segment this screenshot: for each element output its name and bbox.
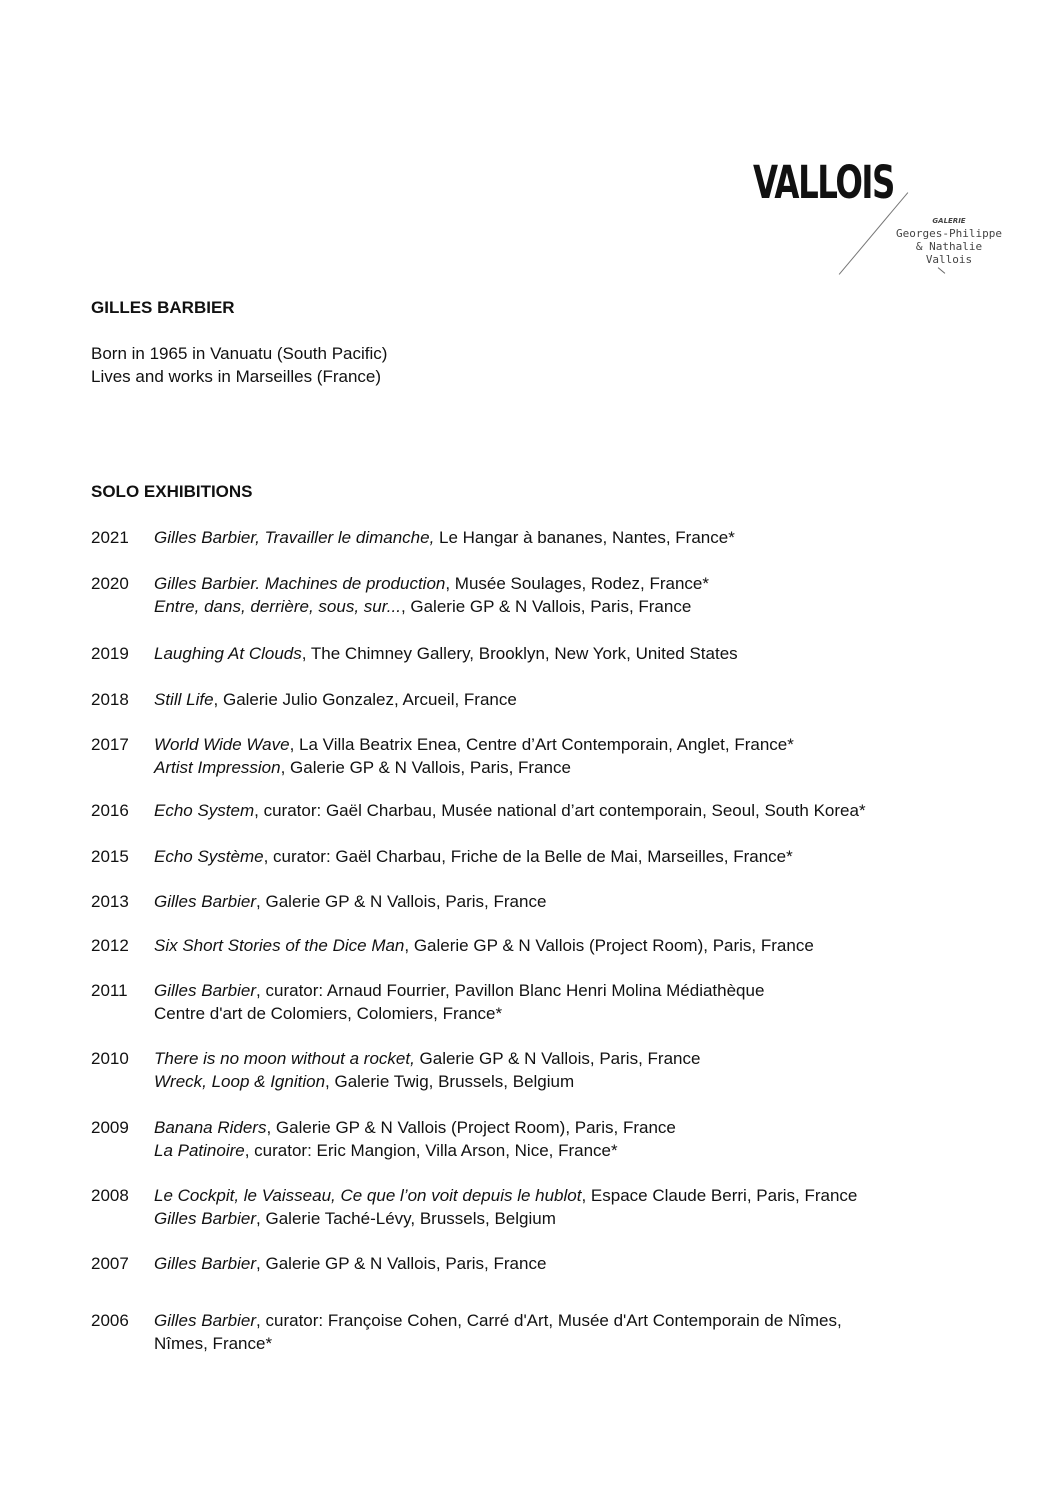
exhibition-year: 2019 (91, 644, 129, 663)
exhibition-title: Gilles Barbier (154, 1311, 257, 1330)
exhibition-entry (91, 979, 764, 1025)
exhibition-line (154, 733, 794, 756)
artist-name: GILLES BARBIER (91, 298, 235, 317)
exhibition-entry (91, 1184, 857, 1230)
exhibition-entry (91, 526, 735, 549)
exhibition-title: Gilles Barbier (154, 1254, 257, 1273)
section-title-solo-exhibitions: SOLO EXHIBITIONS (91, 482, 253, 501)
logo-tick (938, 267, 946, 274)
exhibition-line (154, 1047, 700, 1070)
exhibition-title: Echo System (154, 801, 255, 820)
exhibition-year: 2017 (91, 735, 129, 754)
exhibition-line (154, 1070, 700, 1093)
exhibition-title: Le Cockpit, le Vaisseau, Ce que l’on voit depuis le hublot (154, 1186, 582, 1205)
exhibition-line (154, 1116, 676, 1139)
exhibition-details: , Galerie GP & N Vallois, Paris, France (256, 1254, 547, 1273)
exhibition-title: Artist Impression (154, 758, 281, 777)
exhibition-line (154, 526, 735, 549)
exhibition-details: , curator: Gaël Charbau, Friche de la Belle de Mai, Marseilles, France* (263, 847, 793, 866)
exhibition-details: Nîmes, France* (154, 1334, 273, 1353)
exhibition-details: , Galerie GP & N Vallois (Project Room), Paris, France (404, 936, 814, 955)
exhibition-entry (91, 845, 793, 868)
exhibition-details: Galerie GP & N Vallois, Paris, France (414, 1049, 701, 1068)
logo-galerie-label: GALERIE (932, 217, 966, 225)
exhibition-year: 2016 (91, 801, 129, 820)
exhibition-details: , curator: Gaël Charbau, Musée national d’art contemporain, Seoul, South Korea* (254, 801, 866, 820)
exhibition-line (154, 1139, 676, 1162)
exhibition-title: There is no moon without a rocket, (154, 1049, 415, 1068)
exhibition-title: Entre, dans, derrière, sous, sur... (154, 597, 401, 616)
exhibition-entry (91, 1047, 700, 1093)
exhibition-line (154, 1252, 546, 1275)
exhibition-title: Gilles Barbier. Machines de production (154, 574, 446, 593)
exhibition-year: 2007 (91, 1254, 129, 1273)
exhibition-line (154, 1207, 857, 1230)
exhibition-details: Le Hangar à bananes, Nantes, France* (434, 528, 735, 547)
exhibition-title: Laughing At Clouds (154, 644, 302, 663)
exhibition-year: 2010 (91, 1049, 129, 1068)
exhibition-details: , Galerie GP & N Vallois, Paris, France (400, 597, 692, 616)
exhibition-details: , The Chimney Gallery, Brooklyn, New York, United States (301, 644, 738, 663)
exhibition-entry (91, 1309, 842, 1355)
exhibition-line (154, 1184, 857, 1207)
exhibition-title: Six Short Stories of the Dice Man (154, 936, 405, 955)
exhibition-title: Gilles Barbier (154, 892, 257, 911)
exhibition-details: , Galerie GP & N Vallois (Project Room), Paris, France (266, 1118, 676, 1137)
exhibition-title: Echo Système (154, 847, 264, 866)
exhibition-line (154, 688, 517, 711)
logo-line: Georges-Philippe (896, 227, 1002, 240)
exhibition-details: , curator: Eric Mangion, Villa Arson, Nice, France* (244, 1141, 618, 1160)
exhibition-entry (91, 688, 517, 711)
exhibition-line (154, 934, 814, 957)
exhibition-entry (91, 799, 866, 822)
exhibition-year: 2011 (91, 981, 128, 1000)
exhibition-details: , curator: Françoise Cohen, Carré d'Art, Musée d'Art Contemporain de Nîmes, (256, 1311, 842, 1330)
exhibition-line (154, 845, 793, 868)
logo-subtitle (872, 216, 1026, 266)
exhibition-title: Wreck, Loop & Ignition (154, 1072, 326, 1091)
exhibition-details: , La Villa Beatrix Enea, Centre d’Art Contemporain, Anglet, France* (289, 735, 794, 754)
exhibition-title: La Patinoire (154, 1141, 245, 1160)
exhibition-year: 2013 (91, 892, 129, 911)
exhibition-year: 2012 (91, 936, 129, 955)
exhibition-entry (91, 890, 546, 913)
exhibition-year: 2008 (91, 1186, 129, 1205)
exhibition-entry (91, 642, 738, 665)
artist-born: Born in 1965 in Vanuatu (South Pacific) (91, 344, 388, 363)
exhibition-entry (91, 934, 814, 957)
exhibition-line (154, 572, 709, 595)
exhibition-line (154, 1002, 764, 1025)
exhibition-line (154, 1332, 842, 1355)
artist-lives: Lives and works in Marseilles (France) (91, 367, 382, 386)
exhibition-line (154, 595, 709, 618)
logo-wordmark: VALLOIS (753, 156, 894, 209)
exhibition-year: 2018 (91, 690, 129, 709)
exhibition-year: 2021 (91, 528, 129, 547)
exhibition-details: , Galerie GP & N Vallois, Paris, France (280, 758, 571, 777)
exhibition-entry (91, 733, 794, 779)
exhibition-details: , Galerie Taché-Lévy, Brussels, Belgium (256, 1209, 556, 1228)
logo-line: & Nathalie (915, 240, 983, 253)
exhibition-year: 2020 (91, 574, 129, 593)
exhibition-line (154, 756, 794, 779)
exhibition-entry (91, 572, 709, 618)
logo-line: Vallois (925, 253, 973, 266)
exhibition-details: , Espace Claude Berri, Paris, France (581, 1186, 858, 1205)
exhibition-entry (91, 1116, 676, 1162)
exhibition-details: Centre d'art de Colomiers, Colomiers, France* (154, 1004, 503, 1023)
exhibition-title: Banana Riders (154, 1118, 267, 1137)
exhibition-line (154, 642, 738, 665)
artist-bio (91, 342, 387, 388)
exhibition-details: , Galerie Julio Gonzalez, Arcueil, France (213, 690, 517, 709)
exhibition-details: , Galerie Twig, Brussels, Belgium (325, 1072, 575, 1091)
exhibition-line (154, 1309, 842, 1332)
exhibition-title: Gilles Barbier, Travailler le dimanche, (154, 528, 435, 547)
exhibition-title: Still Life (154, 690, 214, 709)
exhibition-line (154, 890, 546, 913)
exhibition-title: Gilles Barbier (154, 1209, 257, 1228)
exhibition-details: , curator: Arnaud Fourrier, Pavillon Blanc Henri Molina Médiathèque (256, 981, 765, 1000)
exhibition-year: 2015 (91, 847, 129, 866)
exhibition-title: Gilles Barbier (154, 981, 257, 1000)
exhibition-entry (91, 1252, 546, 1275)
exhibition-year: 2006 (91, 1311, 129, 1330)
exhibition-details: , Galerie GP & N Vallois, Paris, France (256, 892, 547, 911)
exhibition-details: , Musée Soulages, Rodez, France* (445, 574, 710, 593)
exhibition-title: World Wide Wave (154, 735, 290, 754)
exhibition-line (154, 799, 866, 822)
exhibition-year: 2009 (91, 1118, 129, 1137)
exhibition-line (154, 979, 764, 1002)
